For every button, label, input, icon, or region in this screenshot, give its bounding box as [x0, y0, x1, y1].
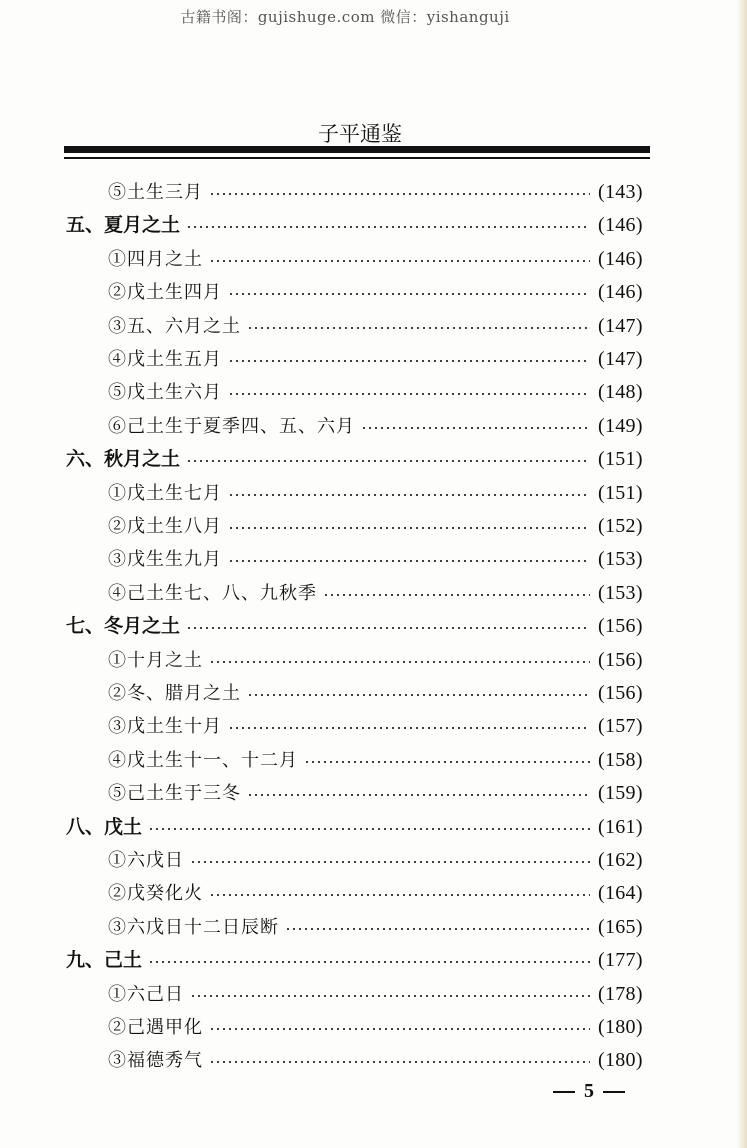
toc-entry-row[interactable]	[0, 978, 660, 1011]
dot-leader	[148, 828, 590, 830]
toc-entry-row[interactable]	[0, 777, 660, 810]
toc-page-number: (180)	[598, 1049, 643, 1072]
toc-entry-row[interactable]	[0, 1044, 660, 1077]
page-edge-shadow	[737, 0, 747, 1148]
toc-section-row[interactable]	[0, 944, 660, 977]
toc-entry-label: ①十月之土	[108, 649, 203, 671]
toc-section-row[interactable]	[0, 209, 660, 242]
toc-section-label: 五、夏月之土	[66, 214, 181, 237]
toc-page-number: (146)	[598, 281, 643, 304]
dot-leader	[228, 727, 590, 729]
toc-entry-label: ②戊土生四月	[108, 282, 222, 304]
toc-page-number: (148)	[598, 381, 643, 404]
toc-entry-row[interactable]	[0, 510, 660, 543]
toc-page-number: (156)	[598, 648, 643, 671]
toc-entry-row[interactable]	[0, 644, 660, 677]
toc-entry-row[interactable]	[0, 477, 660, 510]
toc-page-number: (158)	[598, 748, 643, 771]
dot-leader	[148, 961, 590, 963]
toc-page-number: (151)	[598, 481, 643, 504]
toc-entry-row[interactable]	[0, 677, 660, 710]
toc-entry-label: ③福德秀气	[108, 1050, 203, 1072]
toc-page-number: (159)	[598, 782, 643, 805]
toc-page-number: (156)	[598, 682, 643, 704]
toc-page-number: (143)	[598, 181, 643, 203]
toc-entry-row[interactable]	[0, 243, 660, 276]
toc-section-label: 九、己土	[66, 949, 143, 972]
dot-leader	[190, 861, 590, 863]
toc-page-number: (156)	[598, 615, 643, 638]
dot-leader	[285, 928, 590, 930]
toc-section-label: 七、冬月之土	[66, 615, 181, 638]
dot-leader	[247, 327, 590, 329]
toc-entry-row[interactable]	[0, 1011, 660, 1044]
toc-entry-label: ①四月之土	[108, 248, 203, 270]
toc-page-number: (165)	[598, 915, 643, 938]
dot-leader	[323, 594, 590, 596]
dot-leader	[209, 661, 590, 663]
toc-entry-row[interactable]	[0, 543, 660, 576]
dot-leader	[247, 694, 590, 696]
toc-page-number: (147)	[598, 314, 643, 337]
dot-leader	[228, 360, 590, 362]
toc-entry-label: ⑤土生三月	[108, 182, 203, 203]
toc-section-row[interactable]	[0, 443, 660, 476]
dot-leader	[361, 427, 590, 429]
toc-entry-label: ⑤己土生于三冬	[108, 783, 241, 805]
toc-entry-label: ③六戊日十二日辰断	[108, 916, 279, 938]
dot-leader	[209, 193, 590, 195]
toc-entry-row[interactable]	[0, 877, 660, 910]
folio-dash-left	[553, 1091, 575, 1093]
dot-leader	[228, 560, 590, 562]
toc-entry-row[interactable]	[0, 276, 660, 309]
toc-page-number: (161)	[598, 815, 643, 838]
toc-entry-row[interactable]	[0, 844, 660, 877]
toc-page-number: (146)	[598, 214, 643, 237]
toc-entry-label: ④戊土生五月	[108, 349, 222, 370]
dot-leader	[190, 995, 590, 997]
header-rule-thick	[64, 146, 650, 153]
toc-page-number: (153)	[598, 548, 643, 571]
toc-entry-row[interactable]	[0, 310, 660, 343]
toc-section-row[interactable]	[0, 811, 660, 844]
dot-leader	[304, 761, 590, 763]
toc-page-number: (178)	[598, 982, 643, 1005]
header-rule-thin	[64, 157, 650, 159]
dot-leader	[228, 527, 590, 529]
toc-entry-label: ①戊土生七月	[108, 482, 222, 504]
toc-entry-label: ②戊癸化火	[108, 883, 203, 905]
toc-entry-row[interactable]	[0, 176, 660, 209]
toc-entry-label: ③戊土生十月	[108, 716, 222, 738]
toc-page-number: (162)	[598, 849, 643, 871]
dot-leader	[186, 627, 590, 629]
folio-dash-right	[603, 1091, 625, 1093]
toc-page-number: (157)	[598, 715, 643, 738]
toc-section-label: 八、戊土	[66, 815, 143, 838]
toc-entry-row[interactable]	[0, 343, 660, 376]
toc-page-number: (146)	[598, 247, 643, 270]
toc-entry-row[interactable]	[0, 410, 660, 443]
toc-page-number: (153)	[598, 581, 643, 604]
toc-entry-row[interactable]	[0, 744, 660, 777]
toc-page-number: (177)	[598, 949, 643, 972]
watermark-text: 古籍书阁：gujishuge.com 微信：yishanguji	[180, 8, 510, 26]
toc-page-number: (180)	[598, 1016, 643, 1038]
dot-leader	[228, 293, 590, 295]
page-number	[553, 1080, 625, 1103]
running-title: 子平通鉴	[318, 122, 402, 146]
toc-entry-label: ③五、六月之土	[108, 315, 241, 337]
dot-leader	[209, 1028, 590, 1030]
dot-leader	[228, 494, 590, 496]
dot-leader	[209, 260, 590, 262]
toc-entry-label: ②戊土生八月	[108, 516, 222, 537]
dot-leader	[186, 460, 590, 462]
toc-entry-label: ④戊土生十一、十二月	[108, 749, 298, 771]
toc-page-number: (164)	[598, 882, 643, 905]
dot-leader	[209, 894, 590, 896]
toc-entry-row[interactable]	[0, 577, 660, 610]
toc-section-row[interactable]	[0, 610, 660, 643]
toc-entry-label: ③戊生生九月	[108, 549, 222, 571]
toc-entry-row[interactable]	[0, 911, 660, 944]
toc-entry-label: ②己遇甲化	[108, 1017, 203, 1038]
dot-leader	[186, 226, 590, 228]
dot-leader	[209, 1061, 590, 1063]
page-number-value: 5	[584, 1080, 594, 1102]
toc-entry-label: ①六戊日	[108, 850, 184, 871]
dot-leader	[247, 794, 590, 796]
toc-page-number: (147)	[598, 348, 643, 370]
toc-page-number: (149)	[598, 414, 643, 437]
toc-entry-label: ⑤戊土生六月	[108, 382, 222, 404]
toc-page-number: (151)	[598, 448, 643, 471]
toc-section-label: 六、秋月之土	[66, 448, 181, 471]
toc-entry-row[interactable]	[0, 710, 660, 743]
toc-entry-label: ⑥己土生于夏季四、五、六月	[108, 415, 355, 437]
toc-entry-label: ④己土生七、八、九秋季	[108, 582, 317, 604]
toc-page-number: (152)	[598, 515, 643, 537]
dot-leader	[228, 393, 590, 395]
toc-entry-row[interactable]	[0, 376, 660, 409]
toc-entry-label: ②冬、腊月之土	[108, 683, 241, 704]
toc-entry-label: ①六己日	[108, 983, 184, 1005]
